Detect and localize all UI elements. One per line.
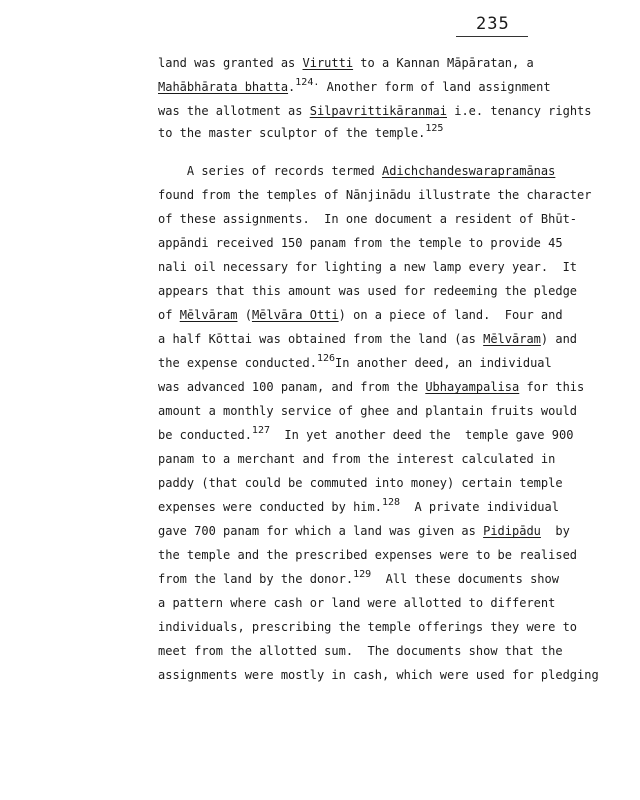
text-line (158, 452, 555, 466)
footnote-ref: 126 (316, 353, 336, 364)
text-line (158, 569, 559, 588)
text-segment: from the land by the donor. (158, 572, 354, 586)
text-line (158, 188, 591, 202)
text-line (158, 77, 551, 96)
underlined-term: Ubhayampalisa (425, 380, 520, 394)
footnote-ref: 129 (353, 569, 372, 580)
text-segment: of these assignments. In one document a resident of Bhūt- (158, 212, 578, 226)
footnote-ref: 125 (425, 123, 444, 134)
text-line (158, 380, 584, 394)
text-segment: the temple and the prescribed expenses were to be realised (158, 548, 578, 562)
text-segment: to a Kannan Māpāratan, a (353, 56, 534, 70)
text-segment: for this (519, 380, 585, 394)
text-line (158, 620, 577, 634)
text-segment: meet from the allotted sum. The documents show that the (158, 644, 563, 658)
text-line (158, 284, 577, 298)
text-line (158, 164, 555, 178)
text-line (158, 497, 559, 516)
footnote-ref: 128 (381, 497, 401, 508)
text-line (158, 548, 577, 562)
underlined-term: Mēlvāra Otti (251, 308, 339, 322)
text-segment: ) on a piece of land. Four and (338, 308, 563, 322)
underlined-term: Mahābhārata bhatta (158, 80, 289, 94)
text-segment: gave 700 panam for which a land was given as (158, 524, 484, 538)
text-segment: A private individual (400, 500, 559, 514)
text-segment: amount a monthly service of ghee and plantain fruits would (158, 404, 578, 418)
text-segment: A series of records termed (158, 164, 382, 178)
text-segment: was advanced 100 panam, and from the (158, 380, 426, 394)
underlined-term: Virutti (302, 56, 354, 70)
text-segment: a pattern where cash or land were allotted to different (158, 596, 556, 610)
underlined-term: Pidipādu (483, 524, 541, 538)
text-segment: expenses were conducted by him. (158, 500, 382, 514)
text-segment: by (540, 524, 570, 538)
text-segment: to the master sculptor of the temple. (158, 126, 426, 140)
text-segment: ( (237, 308, 252, 322)
text-segment: assignments were mostly in cash, which were used for pledging (158, 668, 599, 682)
text-line (158, 332, 577, 346)
text-line (158, 236, 563, 250)
footnote-ref: 124. (295, 77, 320, 88)
text-segment: i.e. tenancy rights (447, 104, 592, 118)
text-line (158, 308, 563, 322)
page-number: 235 (476, 14, 510, 34)
text-line (158, 425, 574, 444)
underlined-term: Mēlvāram (483, 332, 541, 346)
text-line (158, 668, 599, 682)
underlined-term: Adichchandeswarapramānas (381, 164, 556, 178)
text-line (158, 123, 444, 142)
text-segment: All these documents show (371, 572, 559, 586)
text-line (158, 212, 577, 226)
text-line (158, 104, 592, 118)
text-segment: nali oil necessary for lighting a new lamp every year. It (158, 260, 578, 274)
text-segment: panam to a merchant and from the interest calculated in (158, 452, 556, 466)
text-line (158, 260, 577, 274)
footnote-ref: 127 (251, 425, 270, 436)
text-line (158, 56, 534, 70)
text-segment: the expense conducted. (158, 356, 317, 370)
text-segment: . (288, 80, 296, 94)
text-line (158, 404, 577, 418)
underlined-term: Mēlvāram (179, 308, 238, 322)
text-segment: a half Kōttai was obtained from the land (as (158, 332, 484, 346)
text-segment: found from the temples of Nānjinādu illustrate the character (158, 188, 592, 202)
text-line (158, 524, 570, 538)
text-segment: appāndi received 150 panam from the temple to provide 45 (158, 236, 563, 250)
text-segment: was the allotment as (158, 104, 310, 118)
text-segment: In another deed, an individual (335, 356, 552, 370)
text-segment: be conducted. (158, 428, 252, 442)
text-segment: appears that this amount was used for redeeming the pledge (158, 284, 578, 298)
text-segment: ) and (540, 332, 578, 346)
text-segment: individuals, prescribing the temple offerings they were to (158, 620, 578, 634)
text-segment: of (158, 308, 180, 322)
text-segment: In yet another deed the temple gave 900 (269, 428, 574, 442)
text-line (158, 353, 552, 372)
text-line (158, 476, 563, 490)
text-segment: Another form of land assignment (319, 80, 551, 94)
underlined-term: Silpavrittikāranmai (309, 104, 447, 118)
text-line (158, 644, 563, 658)
text-segment: land was granted as (158, 56, 303, 70)
text-segment: paddy (that could be commuted into money) certain temple (158, 476, 563, 490)
text-line (158, 596, 555, 610)
